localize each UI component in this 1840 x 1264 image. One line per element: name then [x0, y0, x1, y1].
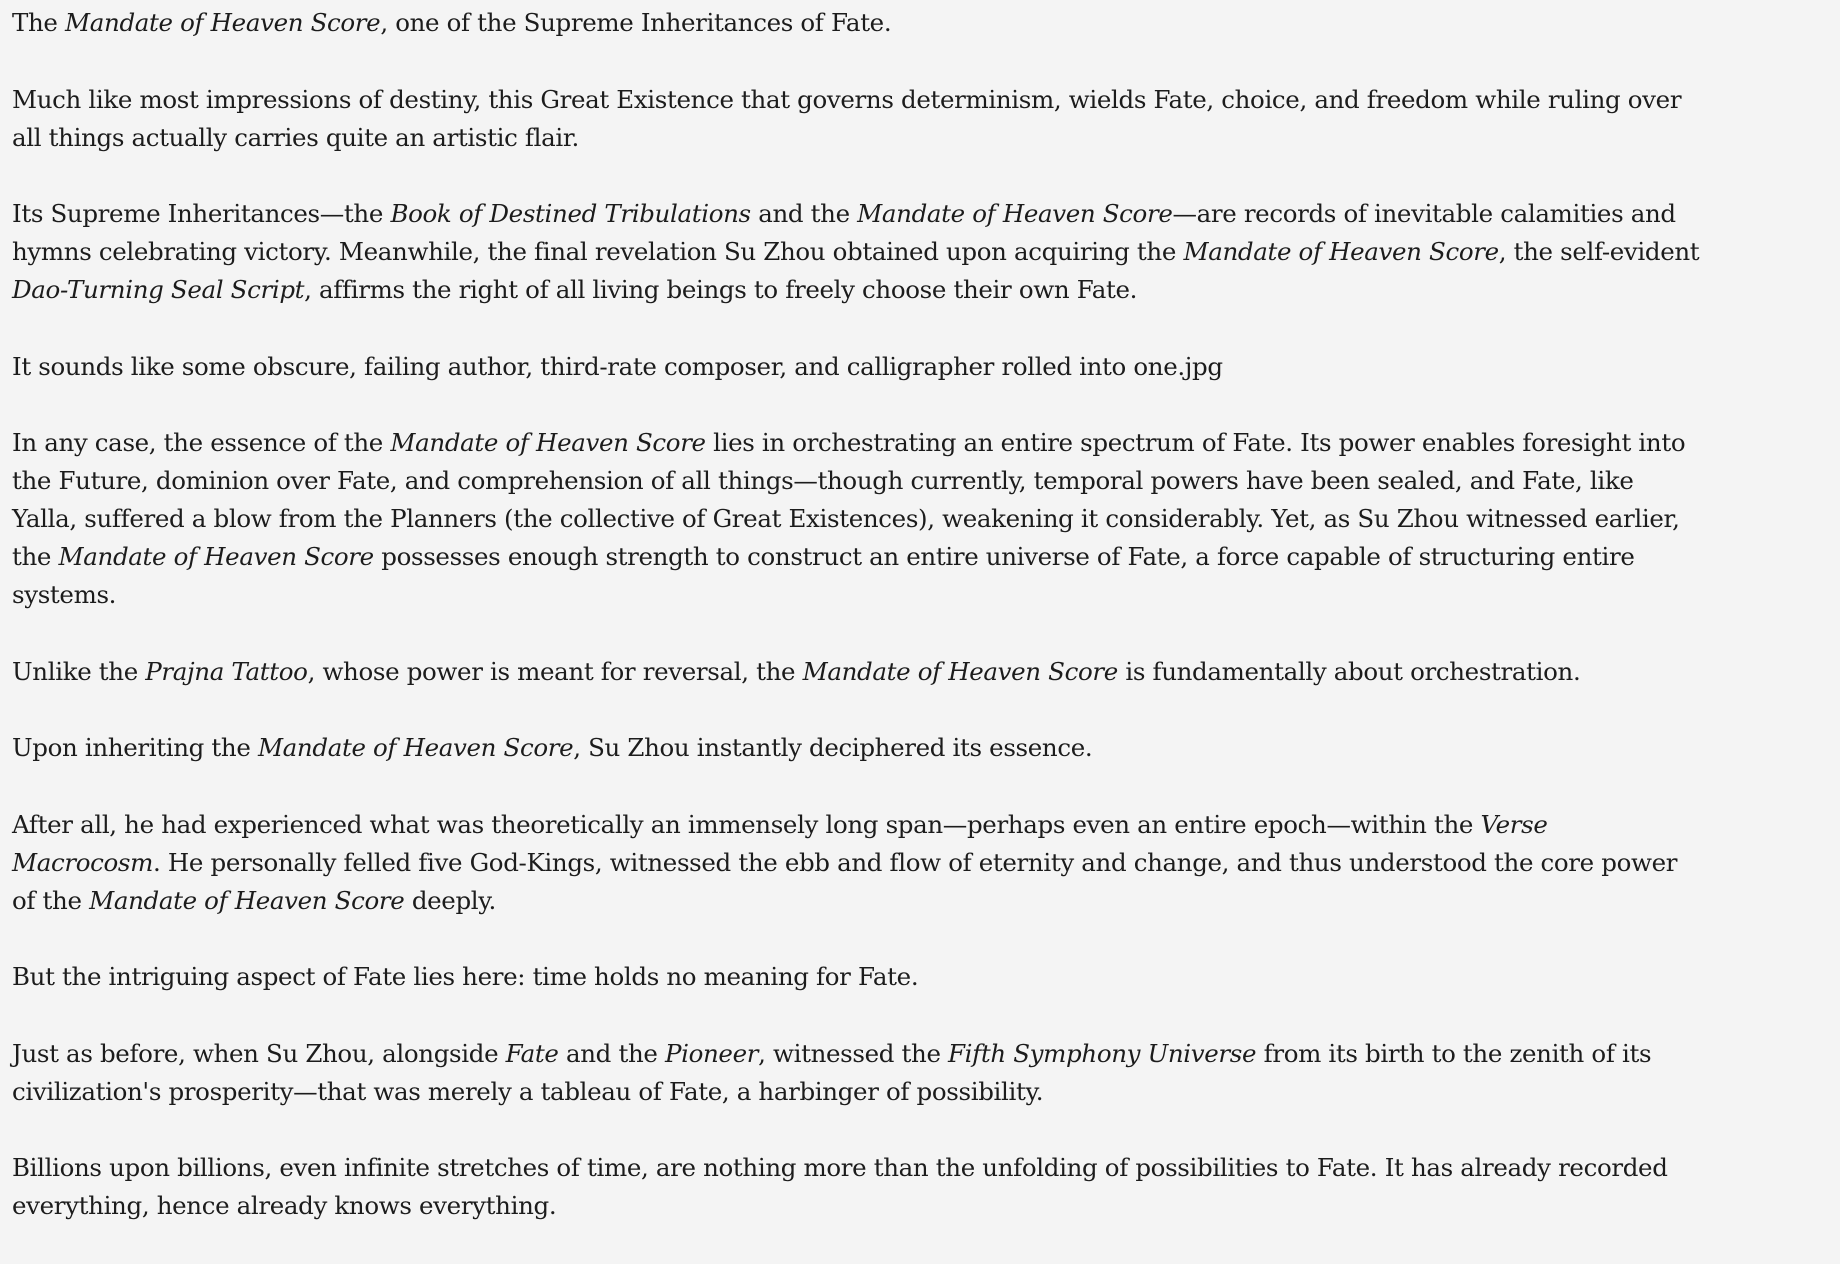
- text-run: . He personally felled five God-Kings, witnessed the ebb and flow of eternity and change, and thus understood the core power of the: [12, 847, 1678, 915]
- paragraph: [12, 806, 1702, 920]
- italic-title-text: Mandate of Heaven Score: [58, 542, 374, 571]
- text-run: , Su Zhou instantly deciphered its essence.: [573, 733, 1093, 762]
- text-run: , whose power is meant for reversal, the: [307, 656, 803, 686]
- italic-title-text: Pioneer: [664, 1038, 759, 1068]
- paragraph: [12, 348, 1702, 386]
- text-run: Just as before, when Su Zhou, alongside: [12, 1038, 506, 1068]
- italic-title-text: Dao-Turning Seal Script: [12, 275, 305, 304]
- paragraph: [12, 729, 1702, 767]
- text-run: , witnessed the: [758, 1038, 949, 1068]
- italic-title-text: Mandate of Heaven Score: [1183, 237, 1499, 266]
- text-run: lies in orchestrating an entire spectrum of Fate. Its power enables foresight into the Future, dominion over Fate, and comprehension of all things—though currently, temporal powers have been sealed, and Fate, like Yalla, suffered a blow from the Planners (the collective of Great Existences), weakening it considerably. Yet, as Su Zhou witnessed earlier, the: [12, 428, 1686, 571]
- paragraph: [12, 1149, 1702, 1225]
- text-run: is fundamentally about orchestration.: [1117, 656, 1581, 686]
- italic-title-text: Mandate of Heaven Score: [802, 656, 1118, 686]
- italic-title-text: Verse Macrocosm: [12, 809, 1548, 877]
- italic-title-text: Mandate of Heaven Score: [89, 885, 405, 915]
- text-run: from its birth to the zenith of its civilization's prosperity—that was merely a tableau of Fate, a harbinger of possibility.: [12, 1038, 1652, 1106]
- text-run: , the self-evident: [1498, 237, 1700, 266]
- chapter-text: [12, 4, 1702, 1264]
- paragraph: [12, 653, 1702, 691]
- text-run: It sounds like some obscure, failing author, third-rate composer, and calligrapher rolled into one.jpg: [12, 351, 1223, 381]
- text-run: , one of the Supreme Inheritances of Fate.: [380, 8, 892, 37]
- text-run: possesses enough strength to construct an entire universe of Fate, a force capable of structuring entire systems.: [12, 542, 1635, 609]
- text-run: deeply.: [404, 885, 496, 915]
- text-run: Unlike the: [12, 656, 146, 686]
- text-run: , affirms the right of all living beings to freely choose their own Fate.: [304, 275, 1138, 304]
- text-run: Its Supreme Inheritances—the: [12, 199, 391, 228]
- paragraph: [12, 1035, 1702, 1111]
- italic-title-text: Mandate of Heaven Score: [257, 733, 574, 762]
- italic-title-text: Mandate of Heaven Score: [390, 428, 706, 457]
- italic-title-text: Fate: [505, 1038, 559, 1068]
- paragraph: [12, 195, 1702, 309]
- paragraph: [12, 81, 1702, 157]
- paragraph: [12, 958, 1702, 996]
- text-run: and the: [750, 199, 858, 228]
- italic-title-text: Prajna Tattoo: [145, 656, 308, 686]
- text-run: Billions upon billions, even infinite stretches of time, are nothing more than the unfolding of possibilities to Fate. It has already recorded everything, hence already knows everything.: [12, 1153, 1668, 1220]
- text-run: Upon inheriting the: [12, 733, 258, 762]
- text-run: —are records of inevitable calamities and hymns celebrating victory. Meanwhile, the final revelation Su Zhou obtained upon acquiring the: [12, 199, 1676, 266]
- text-run: In any case, the essence of the: [12, 428, 391, 457]
- paragraph: [12, 424, 1702, 614]
- italic-title-text: Fifth Symphony Universe: [948, 1038, 1257, 1068]
- text-run: But the intriguing aspect of Fate lies here: time holds no meaning for Fate.: [12, 962, 919, 991]
- italic-title-text: Book of Destined Tribulations: [390, 199, 751, 228]
- text-run: The: [12, 8, 66, 37]
- paragraph: [12, 4, 1702, 42]
- italic-title-text: Mandate of Heaven Score: [857, 199, 1173, 228]
- text-run: and the: [558, 1038, 665, 1068]
- text-run: Much like most impressions of destiny, this Great Existence that governs determinism, wields Fate, choice, and freedom while ruling over all things actually carries quite an artistic flair.: [12, 84, 1682, 152]
- text-run: After all, he had experienced what was theoretically an immensely long span—perhaps even an entire epoch—within the: [12, 809, 1481, 839]
- italic-title-text: Mandate of Heaven Score: [65, 8, 381, 37]
